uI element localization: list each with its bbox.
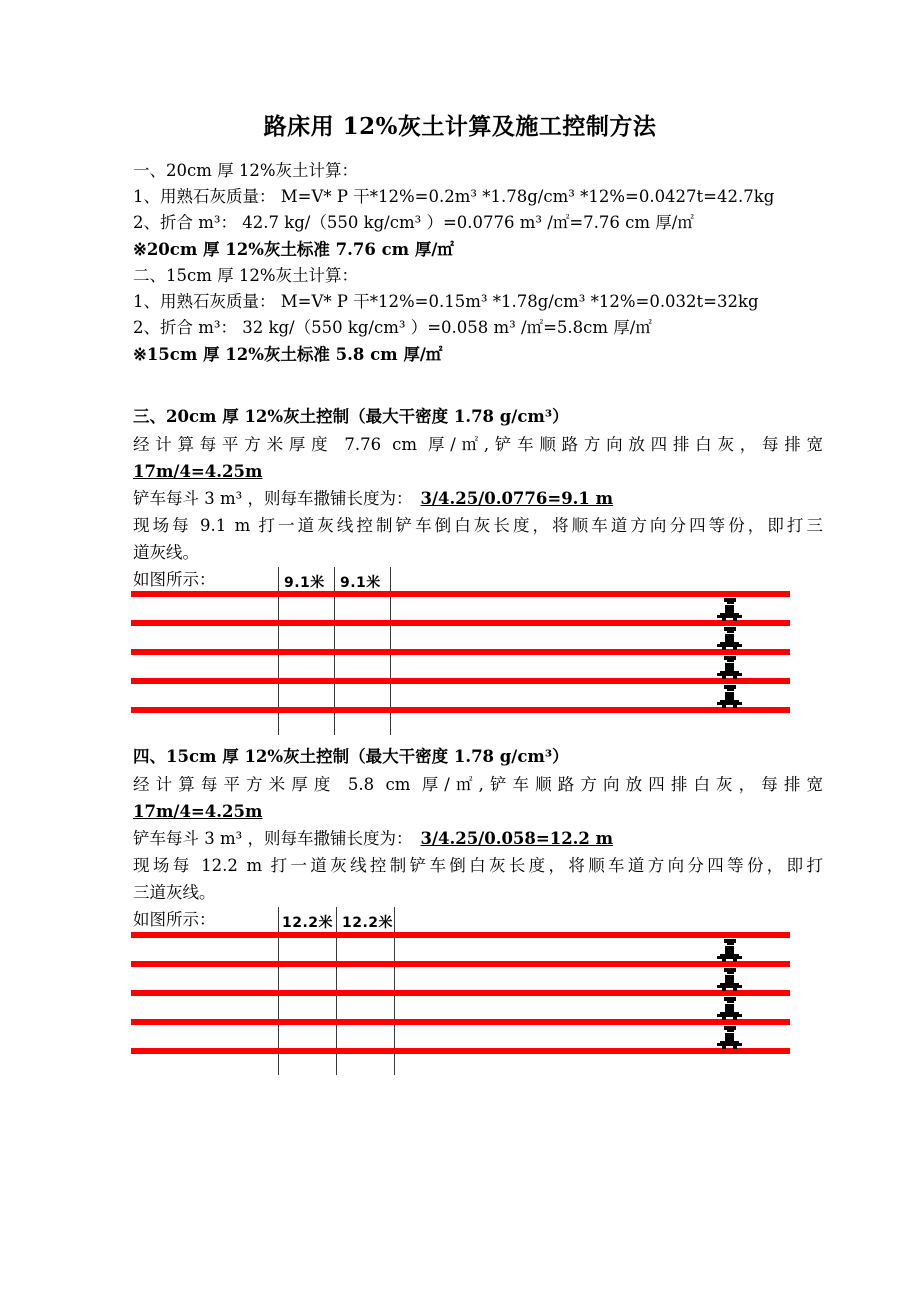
section-one-heading: 一、20cm 厚 12%灰土计算： [133, 161, 359, 180]
diagram-two-dim-label-left: 12.2米 [282, 915, 334, 931]
section-four-heading: 四、15cm 厚 12%灰土控制（最大干密度 1.78 g/cm³） [133, 747, 569, 766]
diagram-two-dim-label-right: 12.2米 [342, 915, 394, 931]
section-one-standard: ※20cm 厚 12%灰土标准 7.76 cm 厚/㎡ [133, 240, 454, 259]
diagram-one-dim-label-right: 9.1米 [340, 575, 381, 591]
section-four-figure-caption: 如图所示： [133, 910, 216, 929]
diagram-two-loader-truck-icon-3 [712, 996, 746, 1022]
section-four-row-width: 17m/4=4.25m [133, 802, 263, 821]
section-two-line-2: 2、折合 m³： 32 kg/（550 kg/cm³ ）=0.058 m³ /㎡=5.8cm 厚/㎡ [133, 318, 652, 337]
diagram-two-loader-truck-icon-1 [712, 938, 746, 964]
section-three-paragraph-1: 经计算每平方米厚度 7.76 cm 厚/㎡,铲车顺路方向放四排白灰，每排宽 [133, 435, 823, 454]
page-title: 路床用 12%灰土计算及施工控制方法 [263, 113, 657, 140]
section-three-para2-prefix: 铲车每斗 3 m³ ，则每车撒铺长度为： [133, 489, 413, 508]
section-four-para2-prefix: 铲车每斗 3 m³ ，则每车撒铺长度为： [133, 829, 413, 848]
section-one-line-2: 2、折合 m³： 42.7 kg/（550 kg/cm³ ）=0.0776 m³ /㎡=7.76 cm 厚/㎡ [133, 213, 694, 232]
section-three-heading: 三、20cm 厚 12%灰土控制（最大干密度 1.78 g/cm³） [133, 407, 569, 426]
section-four-paragraph-1: 经计算每平方米厚度 5.8 cm 厚/㎡,铲车顺路方向放四排白灰，每排宽 [133, 775, 823, 794]
section-two-line-1: 1、用熟石灰质量： M=V* P 干*12%=0.15m³ *1.78g/cm³ *12%=0.032t=32kg [133, 292, 759, 311]
section-three-spread-length: 3/4.25/0.0776=9.1 m [420, 489, 614, 508]
diagram-two-lime-row-5 [131, 1048, 790, 1054]
diagram-two-lime-row-1 [131, 932, 790, 938]
section-two-heading: 二、15cm 厚 12%灰土计算： [133, 266, 359, 285]
section-three-paragraph-3b: 道灰线。 [133, 543, 199, 562]
diagram-two-lime-row-4 [131, 1019, 790, 1025]
section-four-paragraph-3b: 三道灰线。 [133, 883, 216, 902]
section-two-standard: ※15cm 厚 12%灰土标准 5.8 cm 厚/㎡ [133, 345, 443, 364]
diagram-two-lime-row-3 [131, 990, 790, 996]
section-three-paragraph-3a: 现场每 9.1 m 打一道灰线控制铲车倒白灰长度，将顺车道方向分四等份，即打三 [133, 516, 823, 535]
section-four-spread-length: 3/4.25/0.058=12.2 m [420, 829, 614, 848]
section-four-paragraph-3a: 现场每 12.2 m 打一道灰线控制铲车倒白灰长度，将顺车道方向分四等份，即打 [133, 856, 823, 875]
diagram-two-lime-row-2 [131, 961, 790, 967]
diagram-one-dim-label-left: 9.1米 [284, 575, 325, 591]
section-three-row-width: 17m/4=4.25m [133, 462, 263, 481]
section-three-figure-caption: 如图所示： [133, 570, 216, 589]
diagram-two-loader-truck-icon-2 [712, 967, 746, 993]
section-one-line-1: 1、用熟石灰质量： M=V* P 干*12%=0.2m³ *1.78g/cm³ *12%=0.0427t=42.7kg [133, 187, 775, 206]
diagram-two-loader-truck-icon-4 [712, 1025, 746, 1051]
